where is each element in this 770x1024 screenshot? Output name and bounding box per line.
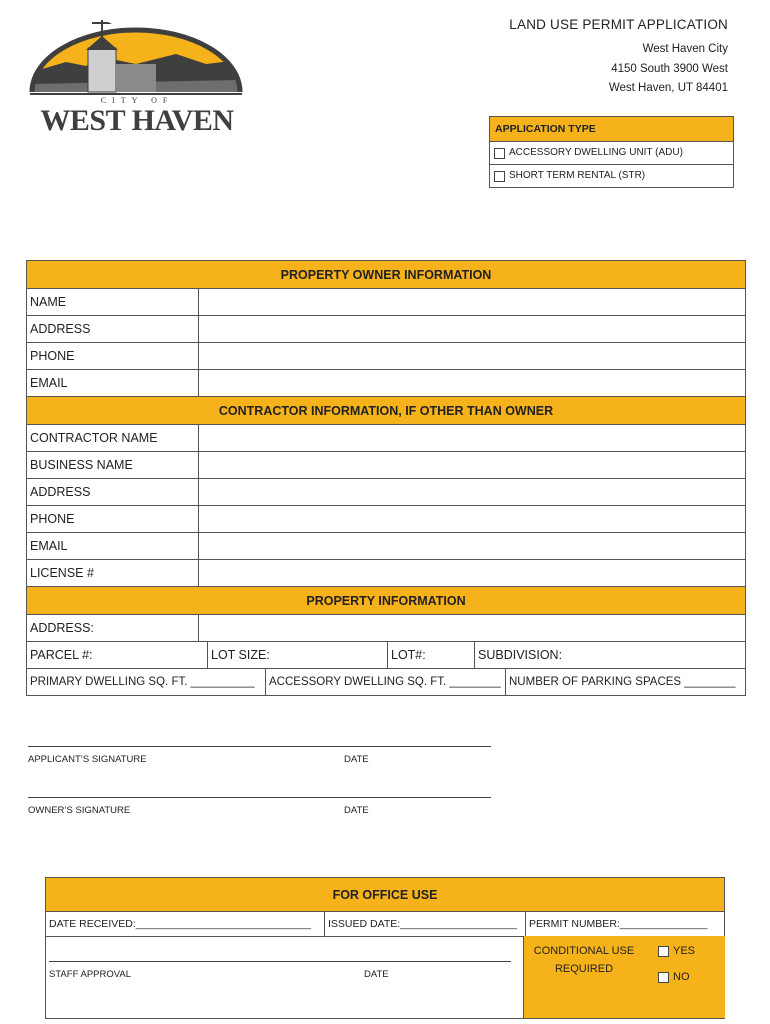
contractor-phone-field[interactable]	[199, 506, 745, 532]
owner-phone-field[interactable]	[199, 343, 745, 369]
office-row	[46, 912, 724, 937]
property-address-label: ADDRESS:	[27, 615, 199, 641]
no-checkbox[interactable]	[658, 972, 669, 983]
owner-heading: PROPERTY OWNER INFORMATION	[27, 261, 745, 289]
owner-name-field[interactable]	[199, 289, 745, 315]
contractor-phone-row	[27, 506, 745, 533]
contractor-name-label: CONTRACTOR NAME	[27, 425, 199, 451]
str-checkbox[interactable]	[494, 171, 505, 182]
header-city: West Haven City	[642, 43, 728, 55]
header-citystate: West Haven, UT 84401	[608, 82, 728, 94]
yes-option[interactable]	[658, 945, 695, 957]
parcel-field[interactable]: PARCEL #:	[27, 642, 208, 668]
property-address-field[interactable]	[199, 615, 745, 641]
lot-number-field[interactable]: LOT#:	[388, 642, 475, 668]
license-row	[27, 560, 745, 587]
yes-label: YES	[673, 945, 696, 957]
conditional-use-label: CONDITIONAL USE	[533, 945, 635, 957]
option-adu-label: ACCESSORY DWELLING UNIT (ADU)	[509, 147, 683, 158]
contractor-email-row	[27, 533, 745, 560]
owner-phone-label: PHONE	[27, 343, 199, 369]
owner-signature-line[interactable]	[28, 797, 491, 798]
staff-approval-line[interactable]	[49, 961, 511, 962]
permit-number-field[interactable]: PERMIT NUMBER:_______________	[529, 918, 708, 930]
applicant-signature-line[interactable]	[28, 746, 491, 747]
issued-date-field[interactable]: ISSUED DATE:____________________	[325, 912, 526, 936]
date-received-field[interactable]: DATE RECEIVED:______________________________	[46, 912, 325, 936]
logo-west-haven: WEST HAVEN	[40, 104, 234, 137]
form-title: LAND USE PERMIT APPLICATION	[509, 17, 728, 32]
header-street: 4150 South 3900 West	[611, 63, 728, 75]
owner-date-label: DATE	[344, 805, 369, 816]
property-heading: PROPERTY INFORMATION	[27, 587, 745, 615]
sqft-row	[27, 669, 745, 696]
yes-checkbox[interactable]	[658, 946, 669, 957]
owner-address-row	[27, 316, 745, 343]
contractor-email-label: EMAIL	[27, 533, 199, 559]
contractor-address-label: ADDRESS	[27, 479, 199, 505]
owner-address-field[interactable]	[199, 316, 745, 342]
parcel-row	[27, 642, 745, 669]
office-use-heading: FOR OFFICE USE	[46, 878, 724, 912]
application-type-box	[489, 116, 734, 188]
contractor-phone-label: PHONE	[27, 506, 199, 532]
owner-email-field[interactable]	[199, 370, 745, 396]
owner-phone-row	[27, 343, 745, 370]
business-name-field[interactable]	[199, 452, 745, 478]
west-haven-logo	[26, 14, 248, 142]
property-address-row	[27, 615, 745, 642]
owner-address-label: ADDRESS	[27, 316, 199, 342]
license-label: LICENSE #	[27, 560, 199, 586]
contractor-email-field[interactable]	[199, 533, 745, 559]
owner-email-label: EMAIL	[27, 370, 199, 396]
no-option[interactable]	[658, 971, 690, 983]
option-str-label: SHORT TERM RENTAL (STR)	[509, 170, 646, 181]
owner-email-row	[27, 370, 745, 397]
application-type-heading: APPLICATION TYPE	[490, 117, 733, 142]
contractor-name-field[interactable]	[199, 425, 745, 451]
license-field[interactable]	[199, 560, 745, 586]
info-table	[26, 260, 746, 696]
owner-name-label: NAME	[27, 289, 199, 315]
staff-approval-label: STAFF APPROVAL	[49, 969, 132, 980]
logo-city-of: CITY OF	[100, 96, 174, 105]
required-label: REQUIRED	[554, 963, 614, 975]
no-label: NO	[673, 971, 690, 983]
contractor-address-field[interactable]	[199, 479, 745, 505]
office-use-box	[45, 877, 725, 1019]
conditional-use-panel	[523, 936, 725, 1018]
subdivision-field[interactable]: SUBDIVISION:	[478, 648, 563, 662]
option-str[interactable]	[490, 165, 733, 187]
contractor-address-row	[27, 479, 745, 506]
contractor-heading: CONTRACTOR INFORMATION, IF OTHER THAN OWNER	[27, 397, 745, 425]
lot-size-field[interactable]: LOT SIZE:	[208, 642, 388, 668]
contractor-name-row	[27, 425, 745, 452]
primary-sqft-field[interactable]: PRIMARY DWELLING SQ. FT. __________	[27, 669, 266, 695]
accessory-sqft-field[interactable]: ACCESSORY DWELLING SQ. FT. ________	[266, 669, 506, 695]
business-name-row	[27, 452, 745, 479]
business-name-label: BUSINESS NAME	[27, 452, 199, 478]
owner-name-row	[27, 289, 745, 316]
parking-spaces-field[interactable]: NUMBER OF PARKING SPACES ________	[509, 676, 736, 688]
owner-signature-label: OWNER’S SIGNATURE	[28, 805, 131, 816]
applicant-date-label: DATE	[344, 754, 369, 765]
adu-checkbox[interactable]	[494, 148, 505, 159]
applicant-signature-label: APPLICANT’S SIGNATURE	[28, 754, 147, 765]
staff-date-label: DATE	[364, 969, 389, 980]
option-adu[interactable]	[490, 142, 733, 165]
